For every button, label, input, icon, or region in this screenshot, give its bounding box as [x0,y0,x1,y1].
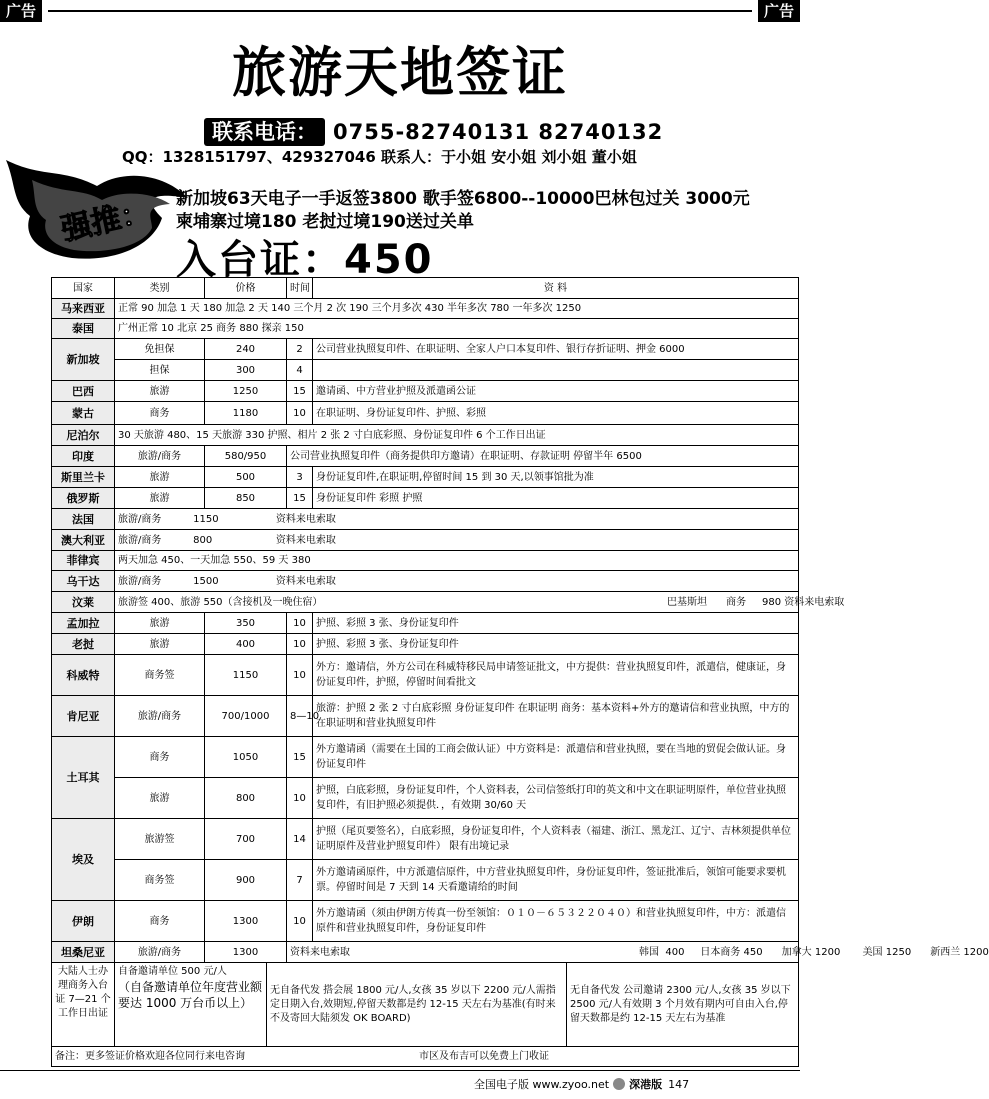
taiwan-business-label: 大陆人士办理商务入台证 7—21 个工作日出证 [52,963,115,1046]
category-cell: 旅游/商务 [115,446,205,467]
price-cell: 800 [205,778,287,819]
info-cell: 旅游/商务 800 资料来电索取 [115,530,799,551]
info-cell: 外方：邀请信，外方公司在科威特移民局申请签证批文，中方提供：营业执照复印件，派遣信，健康证，身份证复印件，护照，停留时间看批文 [313,655,799,696]
table-row [52,696,799,737]
promo-badge: 强推： [58,194,154,248]
table-row [52,778,799,819]
table-row [52,381,799,402]
country-cell: 俄罗斯 [52,488,115,509]
table-row [52,571,799,592]
category-cell: 商务 [115,402,205,425]
country-cell: 孟加拉 [52,613,115,634]
price-cell: 240 [205,339,287,360]
info-cell: 公司营业执照复印件、在职证明、全家人户口本复印件、银行存折证明、押金 6000 [313,339,799,360]
pakistan-info: 巴基斯坦 商务 980 资料来电索取 [667,596,845,608]
header-category: 类别 [115,278,205,299]
flame-badge-icon [2,158,192,268]
table-row [52,963,799,1047]
page-footer [474,1076,689,1092]
qq-contacts: QQ：1328151797、429327046 联系人：于小姐 安小姐 刘小姐 董小姐 [122,148,637,166]
time-cell: 7 [287,860,313,901]
info-cell: 公司营业执照复印件（商务提供印方邀请）在职证明、存款证明 停留半年 6500 [287,446,799,467]
table-row [52,299,799,319]
time-cell: 3 [287,467,313,488]
ad-tag-left: 广告 [0,0,42,22]
country-cell: 马来西亚 [52,299,115,319]
page-number: 147 [668,1077,690,1091]
category-cell: 旅游/商务 [115,696,205,737]
price-cell: 1300 [205,942,287,963]
time-cell: 10 [287,613,313,634]
info-cell: 护照，白底彩照，身份证复印件，个人资料表，公司信签纸打印的英文和中文在职证明原件，单位营业执照复印件，有旧护照必须提供．，有效期 30/60 天 [313,778,799,819]
price-cell: 1150 [205,655,287,696]
time-cell: 10 [287,901,313,942]
info-cell: 护照、彩照 3 张、身份证复印件 [313,613,799,634]
info-cell: 护照（尾页要签名），白底彩照，身份证复印件，个人资料表（福建、浙江、黑龙江、辽宁、吉林须提供单位证明原件及营业护照复印件） 限有出境记录 [313,819,799,860]
info-cell: 护照、彩照 3 张、身份证复印件 [313,634,799,655]
country-cell: 汶莱 [52,592,115,613]
country-cell: 土耳其 [52,737,115,819]
taiwan-business-cell [52,963,799,1047]
category-cell: 旅游/商务 [115,942,205,963]
table-row [52,339,799,360]
taiwan-company-option: 无自备代发 公司邀请 2300 元/人,女孩 35 岁以下 2500 元/人有效期 3 个月效有期内可自由入台,停留天数都是约 12-15 天左右为基准 [570,984,791,1024]
taiwan-self-invite-price: 自备邀请单位 500 元/人 [118,966,227,977]
edition-logo-icon [613,1078,625,1090]
promo-line-2: 柬埔寨过境180 老挝过境190送过关单 [176,212,474,232]
promo-line-1: 新加坡63天电子一手返签3800 歌手签6800--10000巴林包过关 3000元 [176,189,750,209]
country-cell: 肯尼亚 [52,696,115,737]
table-row [52,551,799,571]
time-cell: 10 [287,634,313,655]
bottom-divider [0,1070,800,1071]
time-cell: 15 [287,381,313,402]
time-cell: 8—10 [287,696,313,737]
header-country: 国家 [52,278,115,299]
table-row [52,425,799,446]
table-row [52,942,799,963]
time-cell: 14 [287,819,313,860]
country-cell: 印度 [52,446,115,467]
price-cell: 500 [205,467,287,488]
info-cell: 邀请函、中方营业护照及派遣函公证 [313,381,799,402]
info-cell: 旅游：护照 2 张 2 寸白底彩照 身份证复印件 在职证明 商务：基本资料+外方的邀请信和营业执照，中方的在职证明和营业执照复印件 [313,696,799,737]
time-cell: 15 [287,737,313,778]
category-cell: 商务 [115,737,205,778]
country-cell: 伊朗 [52,901,115,942]
note-cell [52,1047,799,1067]
table-row [52,1047,799,1067]
country-cell: 尼泊尔 [52,425,115,446]
info-cell [313,360,799,381]
info-cell [287,942,989,963]
info-cell: 正常 90 加急 1 天 180 加急 2 天 140 三个月 2 次 190 三个月多次 430 半年多次 780 一年多次 1250 [115,299,799,319]
pickup-note: 市区及布吉可以免费上门收证 [419,1051,549,1062]
time-cell: 4 [287,360,313,381]
price-cell: 700 [205,819,287,860]
top-divider [48,10,752,12]
table-row [52,446,799,467]
taiwan-exhibition-option: 无自备代发 搭会展 1800 元/人,女孩 35 岁以下 2200 元/人需指定日期入台,效期短,停留天数都是约 12-15 天左右为基准(有时来不及寄回大陆须发 OK BOARD) [267,963,567,1046]
category-cell: 商务 [115,901,205,942]
header-time: 时间 [287,278,313,299]
info-cell: 旅游/商务 1500 资料来电索取 [115,571,799,592]
time-cell: 15 [287,488,313,509]
category-cell: 旅游 [115,778,205,819]
info-cell: 外方邀请函（需要在土国的工商会做认证）中方资料是：派遣信和营业执照，要在当地的贸促会做认证。身份证复印件 [313,737,799,778]
country-cell: 巴西 [52,381,115,402]
country-cell: 坦桑尼亚 [52,942,115,963]
country-cell: 科威特 [52,655,115,696]
header-price: 价格 [205,278,287,299]
table-row [52,592,799,613]
footer-site: 全国电子版 www.zyoo.net [474,1078,610,1091]
info-cell: 30 天旅游 480、15 天旅游 330 护照、相片 2 张 2 寸白底彩照、身份证复印件 6 个工作日出证 [115,425,799,446]
table-row [52,819,799,860]
page-title: 旅游天地签证 [232,40,568,104]
info-cell: 外方邀请函原件，中方派遣信原件，中方营业执照复印件，身份证复印件，签证批准后，领馆可能要求要机票。停留时间是 7 天到 14 天看邀请给的时间 [313,860,799,901]
price-cell: 300 [205,360,287,381]
table-row [52,613,799,634]
info-cell: 身份证复印件,在职证明,停留时间 15 到 30 天,以领事馆批为准 [313,467,799,488]
taiwan-permit-price: 入台证：450 [176,237,434,283]
country-cell: 新加坡 [52,339,115,381]
time-cell: 2 [287,339,313,360]
price-cell: 700/1000 [205,696,287,737]
table-row [52,402,799,425]
category-cell: 担保 [115,360,205,381]
country-cell: 澳大利亚 [52,530,115,551]
category-cell: 商务签 [115,860,205,901]
country-cell: 法国 [52,509,115,530]
table-row [52,860,799,901]
country-cell: 乌干达 [52,571,115,592]
category-cell: 免担保 [115,339,205,360]
info-cell: 外方邀请函（须由伊朗方传真一份至领馆：０１０－６５３２２０４０）和营业执照复印件，中方：派遣信原件和营业执照复印件，身份证复印件 [313,901,799,942]
table-row [52,509,799,530]
country-cell: 老挝 [52,634,115,655]
taiwan-self-invite [115,963,267,1046]
info-cell: 广州正常 10 北京 25 商务 880 探亲 150 [115,319,799,339]
price-cell: 1180 [205,402,287,425]
table-row [52,467,799,488]
table-row [52,488,799,509]
table-row [52,901,799,942]
category-cell: 旅游 [115,634,205,655]
info-cell: 在职证明、身份证复印件、护照、彩照 [313,402,799,425]
table-header-row [52,278,799,299]
category-cell: 旅游 [115,381,205,402]
category-cell: 旅游 [115,613,205,634]
price-cell: 400 [205,634,287,655]
category-cell: 商务签 [115,655,205,696]
price-cell: 350 [205,613,287,634]
note-text: 备注：更多签证价格欢迎各位同行来电咨询 [55,1051,245,1062]
table-row [52,634,799,655]
contact-numbers: 0755-82740131 82740132 [333,120,664,144]
price-cell: 1250 [205,381,287,402]
brunei-info: 旅游签 400、旅游 550（含接机及一晚住宿） [118,596,323,608]
time-cell: 10 [287,402,313,425]
visa-price-table [51,277,989,1067]
ad-tag-right: 广告 [758,0,800,22]
country-cell: 蒙古 [52,402,115,425]
other-countries-info: 韩国 400 日本商务 450 加拿大 1200 美国 1250 新西兰 1200 [639,946,989,958]
info-cell: 旅游/商务 1150 资料来电索取 [115,509,799,530]
info-cell [115,592,845,613]
table-row [52,655,799,696]
price-cell: 1050 [205,737,287,778]
info-cell: 两天加急 450、一天加急 550、59 天 380 [115,551,799,571]
table-row [52,319,799,339]
time-cell: 10 [287,778,313,819]
price-cell: 580/950 [205,446,287,467]
header-info: 资 料 [313,278,799,299]
footer-edition: 深港版 [629,1078,663,1091]
contact-label: 联系电话： [204,118,325,146]
contact-phone [204,118,663,146]
country-cell: 埃及 [52,819,115,901]
price-cell: 900 [205,860,287,901]
table-row [52,530,799,551]
category-cell: 旅游签 [115,819,205,860]
taiwan-self-invite-note: （自备邀请单位年度营业额要达 1000 万台币以上） [118,980,263,1010]
category-cell: 旅游 [115,467,205,488]
info-cell: 身份证复印件 彩照 护照 [313,488,799,509]
country-cell: 斯里兰卡 [52,467,115,488]
price-cell: 850 [205,488,287,509]
time-cell: 10 [287,655,313,696]
country-cell: 菲律宾 [52,551,115,571]
country-cell: 泰国 [52,319,115,339]
tanzania-info: 资料来电索取 [290,946,350,958]
table-row [52,360,799,381]
table-row [52,737,799,778]
category-cell: 旅游 [115,488,205,509]
price-cell: 1300 [205,901,287,942]
